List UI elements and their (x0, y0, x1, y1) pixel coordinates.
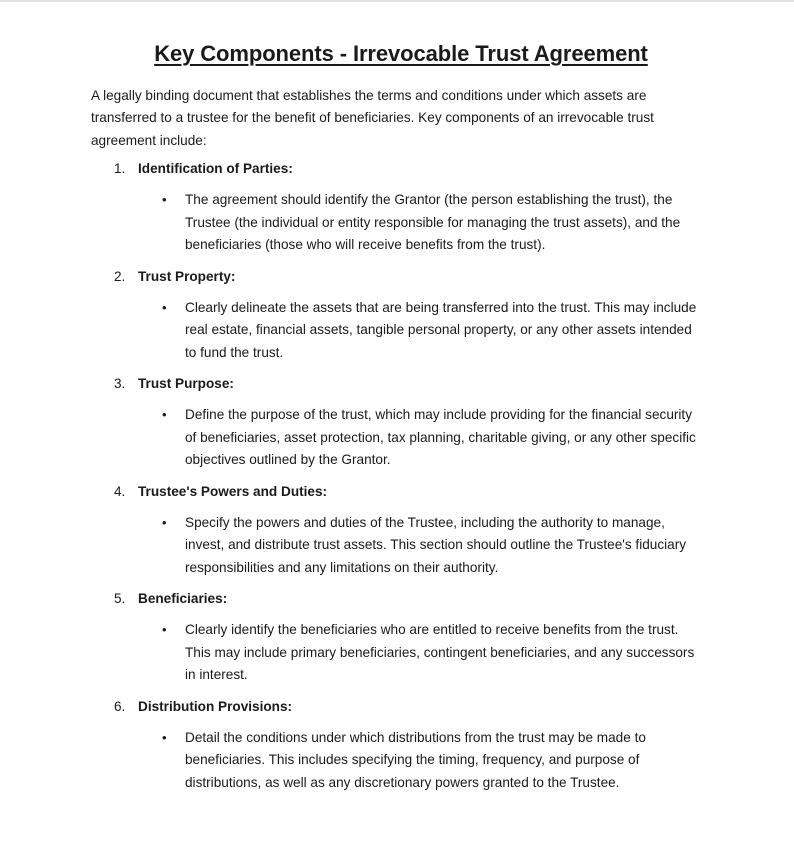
component-number: 4. (114, 483, 126, 499)
component-title: Trustee's Powers and Duties: (138, 483, 328, 499)
bullet-item (162, 619, 711, 687)
bullet-item (162, 404, 711, 472)
component-title: Trust Property: (138, 268, 236, 284)
component-heading (114, 588, 711, 610)
bullet-text: The agreement should identify the Grantor (the person establishing the trust), the Trustee (the individual or entity responsible for managing the trust assets), and the beneficiaries (those who will receive benefits from the trust). (185, 192, 681, 253)
bullet-item (162, 297, 711, 365)
bullet-item (162, 189, 711, 257)
bullet-item (162, 512, 711, 580)
bullet-icon: • (162, 407, 167, 423)
component-number: 5. (114, 591, 126, 607)
component-item-4 (91, 481, 711, 580)
component-title: Distribution Provisions: (138, 698, 293, 714)
bullet-icon: • (162, 192, 167, 208)
bullet-icon: • (162, 729, 167, 745)
component-item-3 (91, 373, 711, 472)
page-top-border (0, 0, 794, 2)
component-item-2 (91, 266, 711, 365)
component-number: 2. (114, 268, 126, 284)
component-item-5 (91, 588, 711, 687)
components-list (91, 158, 711, 794)
bullet-text[interactable]: Clearly identify the beneficiaries who are entitled to receive benefits from the trust. This may include primary beneficiaries, contingent beneficiaries, and any successors in interest. (185, 622, 695, 683)
component-heading (114, 696, 711, 718)
component-number: 1. (114, 161, 126, 177)
document-page (91, 38, 711, 803)
component-heading (114, 158, 711, 180)
component-title: Trust Purpose: (138, 376, 234, 392)
component-number: 6. (114, 698, 126, 714)
intro-paragraph: A legally binding document that establishes the terms and conditions under which assets are transferred to a trustee for the benefit of beneficiaries. Key components of an irrevocable trust agreement include: (91, 88, 654, 148)
component-heading (114, 266, 711, 288)
bullet-text: Clearly delineate the assets that are being transferred into the trust. This may include real estate, financial assets, tangible personal property, or any other assets intended to fund the trust. (185, 299, 697, 360)
component-item-1 (91, 158, 711, 257)
component-item-6 (91, 696, 711, 795)
component-title: Beneficiaries: (138, 591, 228, 607)
bullet-item (162, 727, 711, 795)
bullet-text: Detail the conditions under which distributions from the trust may be made to beneficiaries. This includes specifying the timing, frequency, and purpose of distributions, as well as any discretionary powers granted to the Trustee. (185, 729, 646, 790)
component-heading (114, 481, 711, 503)
component-number: 3. (114, 376, 126, 392)
bullet-icon: • (162, 622, 167, 638)
component-heading (114, 373, 711, 395)
document-title: Key Components - Irrevocable Trust Agreement (154, 41, 648, 66)
bullet-text: Specify the powers and duties of the Trustee, including the authority to manage, invest, and distribute trust assets. This section should outline the Trustee's fiduciary responsibilities and any limitations on their authority. (185, 514, 687, 575)
component-title: Identification of Parties: (138, 161, 293, 177)
bullet-icon: • (162, 514, 167, 530)
bullet-icon: • (162, 299, 167, 315)
bullet-text: Define the purpose of the trust, which may include providing for the financial security of beneficiaries, asset protection, tax planning, charitable giving, or any other specific objectives outlined by the Grantor. (185, 407, 696, 468)
